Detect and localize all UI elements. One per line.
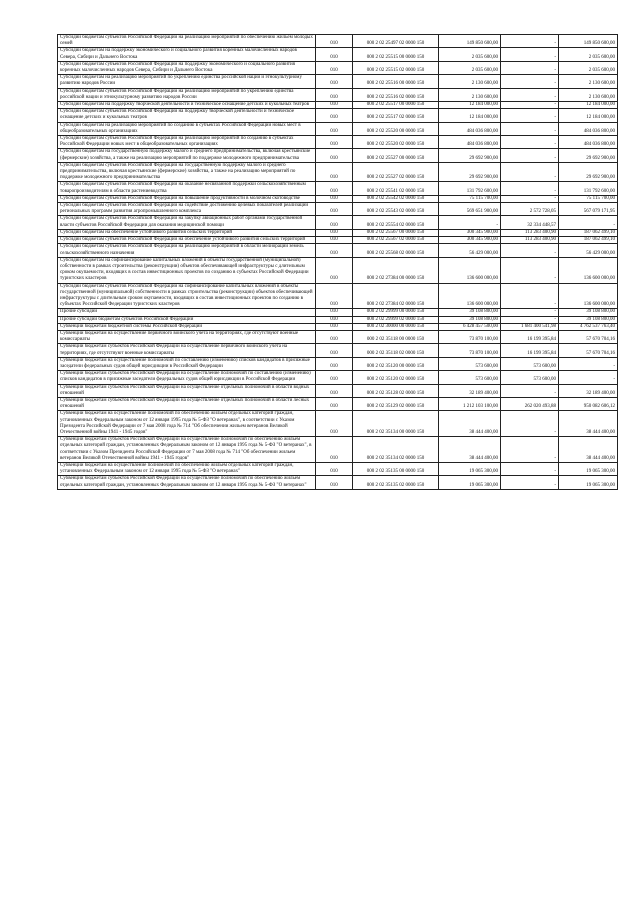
row-plan-value: 2 035 600,00 (439, 48, 501, 61)
row-executed-value: - (501, 316, 559, 323)
row-executed-value: 16 199 395,84 (501, 344, 559, 357)
table-row (58, 149, 618, 162)
row-name: Субвенции бюджетам субъектов Российской Федерации на осуществление полномочий по обеспечению жильем отдельных категорий граждан, установленных Федеральным законом от 12 января 1995 года № 5-ФЗ "О ветеранах", в соответствии с Указом Президента Российской Федерации от 7 мая 2008 года № 714 "Об обеспечении жильем ветеранов Великой Отечественной войны 1941 - 1945 годов" (58, 437, 316, 463)
row-code: 010 (316, 216, 353, 229)
row-kbk: 000 2 02 25527 02 0000 150 (353, 162, 439, 182)
row-kbk: 000 2 02 35134 00 0000 150 (353, 411, 439, 437)
row-plan-value: 136 600 000,00 (439, 257, 501, 283)
row-remaining-value: 484 036 800,00 (559, 136, 618, 149)
row-code: 010 (316, 61, 353, 74)
row-code: 010 (316, 229, 353, 236)
row-executed-value: 113 283 400,90 (501, 229, 559, 236)
row-executed-value: 573 600,00 (501, 357, 559, 370)
row-code: 010 (316, 237, 353, 244)
row-plan-value: 32 189 400,00 (439, 384, 501, 397)
table-row (58, 371, 618, 384)
table-row (58, 323, 618, 330)
row-name: Субвенции бюджетам на осуществление полномочий по составлению (изменению) списков кандидатов в присяжные заседатели федеральных судов общей юрисдикции в Российской Федерации (58, 357, 316, 370)
row-code: 010 (316, 411, 353, 437)
row-name: Субсидии бюджетам субъектов Российской Федерации на реализацию мероприятий по укреплению единства российской нации и этнокультурному развитию народов России (58, 88, 316, 101)
row-kbk: 000 2 02 35128 02 0000 150 (353, 384, 439, 397)
row-kbk: 000 2 02 27384 00 0000 150 (353, 257, 439, 283)
row-executed-value: 1 681 400 541,98 (501, 323, 559, 330)
table-row (58, 476, 618, 489)
table-row (58, 330, 618, 343)
row-code: 010 (316, 102, 353, 109)
row-kbk: 000 2 02 29999 02 0000 150 (353, 316, 439, 323)
row-plan-value: 29 692 900,00 (439, 149, 501, 162)
row-code: 010 (316, 330, 353, 343)
row-name: Субсидии бюджетам на реализацию мероприятий по укреплению единства российской нации и этнокультурному развитию народов России (58, 75, 316, 88)
table-row (58, 309, 618, 316)
row-executed-value: - (501, 149, 559, 162)
row-kbk: 000 2 02 35135 02 0000 150 (353, 476, 439, 489)
row-remaining-value: 57 670 704,16 (559, 344, 618, 357)
row-remaining-value: 29 692 900,00 (559, 162, 618, 182)
row-plan-value: 19 065 300,00 (439, 463, 501, 476)
row-executed-value: - (501, 61, 559, 74)
table-row (58, 122, 618, 135)
row-kbk: 000 2 02 35118 00 0000 150 (353, 330, 439, 343)
row-kbk: 000 2 02 25516 02 0000 150 (353, 88, 439, 101)
row-name: Субвенции бюджетам субъектов Российской Федерации на осуществление первичного воинского учета на территориях, где отсутствуют военные комиссариаты (58, 344, 316, 357)
row-name: Субсидии бюджетам субъектов Российской Федерации на реализацию мероприятий по созданию в субъектах Российской Федерации новых мест в общеобразовательных организациях (58, 136, 316, 149)
row-code: 010 (316, 316, 353, 323)
table-row (58, 195, 618, 202)
row-executed-value: 113 283 400,90 (501, 237, 559, 244)
row-executed-value: - (501, 384, 559, 397)
table-row (58, 61, 618, 74)
row-code: 010 (316, 309, 353, 316)
row-code: 010 (316, 109, 353, 122)
table-row (58, 397, 618, 410)
table-row (58, 203, 618, 216)
row-name: Субсидии бюджетам субъектов Российской Федерации на содействие достижению целевых показателей реализации региональных программ развития агропромышленного комплекса (58, 203, 316, 216)
table-row (58, 75, 618, 88)
row-remaining-value: 136 600 000,00 (559, 257, 618, 283)
row-remaining-value: 187 062 499,10 (559, 229, 618, 236)
row-name: Субсидии бюджетам субъектов Российской Федерации на закупку авиационных работ органами государственной власти субъектов Российской Федерации для оказания медицинской помощи (58, 216, 316, 229)
row-name: Субсидии бюджетам субъектов Российской Федерации на поддержку творческой деятельности и техническое оснащение детских и кукольных театров (58, 109, 316, 122)
row-plan-value: 300 345 900,00 (439, 237, 501, 244)
row-kbk: 000 2 02 25541 02 0000 150 (353, 182, 439, 195)
row-code: 010 (316, 463, 353, 476)
row-name: Субвенции бюджетам бюджетной системы Российской Федерации (58, 323, 316, 330)
row-code: 010 (316, 195, 353, 202)
row-executed-value: 573 600,00 (501, 371, 559, 384)
row-plan-value: 136 600 000,00 (439, 283, 501, 309)
row-name: Субсидии бюджетам на реализацию мероприятий по созданию в субъектах Российской Федерации новых мест в общеобразовательных организациях (58, 122, 316, 135)
row-name: Субсидии бюджетам на обеспечение устойчивого развития сельских территорий (58, 229, 316, 236)
row-remaining-value: 38 444 400,00 (559, 411, 618, 437)
row-code: 010 (316, 371, 353, 384)
row-kbk: 000 2 02 35118 02 0000 150 (353, 344, 439, 357)
row-executed-value: - (501, 88, 559, 101)
row-code: 010 (316, 48, 353, 61)
row-remaining-value: 2 035 600,00 (559, 61, 618, 74)
row-plan-value: 19 065 300,00 (439, 476, 501, 489)
table-row (58, 35, 618, 48)
row-executed-value: - (501, 102, 559, 109)
table-row (58, 162, 618, 182)
row-name: Субсидии бюджетам субъектов Российской Федерации на реализацию мероприятий в области мелиорации земель сельскохозяйственного назначения (58, 244, 316, 257)
row-remaining-value: 75 115 700,00 (559, 195, 618, 202)
row-plan-value: 484 036 800,00 (439, 136, 501, 149)
row-remaining-value: 12 184 000,00 (559, 102, 618, 109)
table-row (58, 136, 618, 149)
row-name: Прочие субсидии (58, 309, 316, 316)
table-row (58, 411, 618, 437)
table-row (58, 244, 618, 257)
row-kbk: 000 2 02 25520 02 0000 150 (353, 136, 439, 149)
row-plan-value: 2 130 600,00 (439, 75, 501, 88)
row-plan-value: 2 035 600,00 (439, 61, 501, 74)
row-code: 010 (316, 437, 353, 463)
row-code: 010 (316, 283, 353, 309)
table-row (58, 437, 618, 463)
row-remaining-value: 29 692 900,00 (559, 149, 618, 162)
row-remaining-value: - (559, 371, 618, 384)
row-executed-value: - (501, 411, 559, 437)
table-row (58, 283, 618, 309)
row-plan-value: 38 444 400,00 (439, 411, 501, 437)
row-remaining-value: 2 130 600,00 (559, 88, 618, 101)
row-remaining-value: 484 036 800,00 (559, 122, 618, 135)
row-code: 010 (316, 122, 353, 135)
row-kbk: 000 2 02 35120 00 0000 150 (353, 357, 439, 370)
row-kbk: 000 2 02 30000 00 0000 150 (353, 323, 439, 330)
row-name: Субвенции бюджетам субъектов Российской Федерации на осуществление отдельных полномочий в области водных отношений (58, 384, 316, 397)
row-kbk: 000 2 02 25517 00 0000 150 (353, 102, 439, 109)
row-kbk: 000 2 02 29999 00 0000 150 (353, 309, 439, 316)
row-executed-value: - (501, 48, 559, 61)
row-executed-value: - (501, 75, 559, 88)
budget-execution-table (57, 34, 618, 490)
row-name: Субвенции бюджетам субъектов Российской Федерации на осуществление полномочий по обеспечению жильем отдельных категорий граждан, установленных Федеральным законом от 12 января 1995 года № 5-ФЗ "О ветеранах" (58, 476, 316, 489)
row-executed-value: - (501, 162, 559, 182)
row-code: 010 (316, 75, 353, 88)
row-name: Субсидии бюджетам субъектов Российской Федерации на государственную поддержку малого и среднего предпринимательства, включая крестьянские (фермерские) хозяйства, а также на реализацию мероприятий по поддержке молодежного предпринимательства (58, 162, 316, 182)
row-remaining-value: 2 035 600,00 (559, 48, 618, 61)
row-executed-value: - (501, 283, 559, 309)
row-executed-value: - (501, 437, 559, 463)
row-code: 010 (316, 162, 353, 182)
row-plan-value: 73 870 100,00 (439, 330, 501, 343)
row-code: 010 (316, 257, 353, 283)
row-code: 010 (316, 88, 353, 101)
row-plan-value: - (439, 216, 501, 229)
row-code: 010 (316, 149, 353, 162)
row-kbk: 000 2 02 25516 00 0000 150 (353, 75, 439, 88)
row-executed-value: - (501, 182, 559, 195)
table-row (58, 316, 618, 323)
row-name: Субвенции бюджетам субъектов Российской Федерации на осуществление отдельных полномочий в области лесных отношений (58, 397, 316, 410)
row-remaining-value: 32 189 400,00 (559, 384, 618, 397)
row-name: Субвенции бюджетам субъектов Российской Федерации на осуществление полномочий по составлению (изменению) списков кандидатов в присяжные заседатели федеральных судов общей юрисдикции в Российской Федерации (58, 371, 316, 384)
row-name: Субсидии бюджетам на поддержку творческой деятельности и техническое оснащение детских и кукольных театров (58, 102, 316, 109)
row-plan-value: 39 108 800,00 (439, 316, 501, 323)
table-row (58, 88, 618, 101)
row-remaining-value: 4 762 537 763,40 (559, 323, 618, 330)
row-plan-value: 12 184 000,00 (439, 109, 501, 122)
row-name: Субсидии бюджетам субъектов Российской Федерации на обеспечение устойчивого развития сельских территорий (58, 237, 316, 244)
row-executed-value: - (501, 309, 559, 316)
row-remaining-value: 19 065 300,00 (559, 476, 618, 489)
row-kbk: 000 2 02 25567 02 0000 150 (353, 237, 439, 244)
row-name: Субсидии бюджетам субъектов Российской Федерации на софинансирование капитальных вложений в объекты государственной (муниципальной) собственности в рамках строительства (реконструкции) объектов обеспечивающей инфраструктуры с длительным сроком окупаемости, входящих в состав инвестиционных проектов по созданию в субъектах Российской Федерации туристских кластеров (58, 283, 316, 309)
row-code: 010 (316, 397, 353, 410)
row-remaining-value: 136 600 000,00 (559, 283, 618, 309)
row-name: Субсидии бюджетам субъектов Российской Федерации на реализацию мероприятий по обеспечению жильем молодых семей (58, 35, 316, 48)
row-kbk: 000 2 02 25543 02 0000 150 (353, 203, 439, 216)
row-plan-value: 573 600,00 (439, 357, 501, 370)
row-kbk: 000 2 02 25542 02 0000 150 (353, 195, 439, 202)
row-remaining-value: 39 108 800,00 (559, 316, 618, 323)
row-executed-value: - (501, 195, 559, 202)
row-plan-value: 56 429 000,00 (439, 244, 501, 257)
row-name: Субвенции бюджетам на осуществление полномочий по обеспечению жильем отдельных категорий граждан, установленных Федеральным законом от 12 января 1995 года № 5-ФЗ "О ветеранах", в соответствии с Указом Президента Российской Федерации от 7 мая 2008 года № 714 "Об обеспечении жильем ветеранов Великой Отечественной войны 1941 - 1945 годов" (58, 411, 316, 437)
table-row (58, 384, 618, 397)
row-plan-value: 569 651 900,00 (439, 203, 501, 216)
row-code: 010 (316, 476, 353, 489)
table-row (58, 237, 618, 244)
row-code: 010 (316, 344, 353, 357)
row-code: 010 (316, 136, 353, 149)
row-kbk: 000 2 02 25568 02 0000 150 (353, 244, 439, 257)
row-plan-value: 38 444 400,00 (439, 437, 501, 463)
row-name: Субсидии бюджетам на софинансирование капитальных вложений в объекты государственной (муниципальной) собственности в рамках строительства (реконструкции) объектов обеспечивающей инфраструктуры с длительным сроком окупаемости, входящих в состав инвестиционных проектов по созданию в субъектах Российской Федерации туристских кластеров (58, 257, 316, 283)
row-plan-value: 73 870 100,00 (439, 344, 501, 357)
row-code: 010 (316, 357, 353, 370)
table-row (58, 109, 618, 122)
row-remaining-value: 131 792 600,00 (559, 182, 618, 195)
row-remaining-value: 149 850 600,00 (559, 35, 618, 48)
row-remaining-value: - (559, 357, 618, 370)
row-plan-value: 484 036 800,00 (439, 122, 501, 135)
row-code: 010 (316, 35, 353, 48)
row-name: Субвенции бюджетам на осуществление первичного воинского учета на территориях, где отсутствуют военные комиссариаты (58, 330, 316, 343)
row-name: Субсидии бюджетам субъектов Российской Федерации на оказание несвязанной поддержки сельскохозяйственным товаропроизводителям в области растениеводства (58, 182, 316, 195)
row-kbk: 000 2 02 35135 00 0000 150 (353, 463, 439, 476)
row-remaining-value: 56 429 000,00 (559, 244, 618, 257)
table-body (58, 35, 618, 490)
row-plan-value: 1 212 103 100,00 (439, 397, 501, 410)
row-remaining-value: 19 065 300,00 (559, 463, 618, 476)
row-remaining-value: - (559, 216, 618, 229)
row-plan-value: 131 792 600,00 (439, 182, 501, 195)
row-name: Субсидии бюджетам субъектов Российской Федерации на поддержку экономического и социального развития коренных малочисленных народов Севера, Сибири и Дальнего Востока (58, 61, 316, 74)
row-executed-value: - (501, 122, 559, 135)
row-executed-value: - (501, 476, 559, 489)
row-kbk: 000 2 02 25527 00 0000 150 (353, 149, 439, 162)
row-name: Субсидии бюджетам субъектов Российской Федерации на повышение продуктивности в молочном скотоводстве (58, 195, 316, 202)
table-row (58, 463, 618, 476)
row-plan-value: 149 850 600,00 (439, 35, 501, 48)
row-plan-value: 6 428 457 500,00 (439, 323, 501, 330)
row-code: 010 (316, 203, 353, 216)
row-plan-value: 12 184 000,00 (439, 102, 501, 109)
row-plan-value: 39 108 800,00 (439, 309, 501, 316)
table-row (58, 357, 618, 370)
row-remaining-value: 567 079 171,95 (559, 203, 618, 216)
row-kbk: 000 2 02 25517 02 0000 150 (353, 109, 439, 122)
row-code: 010 (316, 323, 353, 330)
row-executed-value: 32 334 448,57 (501, 216, 559, 229)
row-name: Прочие субсидии бюджетам субъектов Российской Федерации (58, 316, 316, 323)
row-remaining-value: 12 184 000,00 (559, 109, 618, 122)
row-remaining-value: 2 130 600,00 (559, 75, 618, 88)
row-executed-value: - (501, 257, 559, 283)
row-kbk: 000 2 02 25567 00 0000 150 (353, 229, 439, 236)
row-remaining-value: 57 670 704,16 (559, 330, 618, 343)
row-remaining-value: 187 062 499,10 (559, 237, 618, 244)
row-remaining-value: 38 444 400,00 (559, 437, 618, 463)
row-remaining-value: 950 082 606,12 (559, 397, 618, 410)
row-kbk: 000 2 02 25515 02 0000 150 (353, 61, 439, 74)
row-plan-value: 2 130 600,00 (439, 88, 501, 101)
row-plan-value: 29 692 900,00 (439, 162, 501, 182)
row-executed-value: - (501, 35, 559, 48)
table-row (58, 229, 618, 236)
row-executed-value: - (501, 136, 559, 149)
table-row (58, 257, 618, 283)
row-kbk: 000 2 02 25515 00 0000 150 (353, 48, 439, 61)
row-plan-value: 300 345 900,00 (439, 229, 501, 236)
table-row (58, 344, 618, 357)
table-row (58, 182, 618, 195)
row-executed-value: 262 020 493,88 (501, 397, 559, 410)
row-plan-value: 573 600,00 (439, 371, 501, 384)
table-row (58, 216, 618, 229)
row-executed-value: - (501, 463, 559, 476)
table-row (58, 102, 618, 109)
row-code: 010 (316, 182, 353, 195)
row-kbk: 000 2 02 35120 02 0000 150 (353, 371, 439, 384)
row-executed-value: 16 199 395,84 (501, 330, 559, 343)
row-kbk: 000 2 02 35134 02 0000 150 (353, 437, 439, 463)
row-kbk: 000 2 02 27384 02 0000 150 (353, 283, 439, 309)
table-row (58, 48, 618, 61)
row-kbk: 000 2 02 35129 02 0000 150 (353, 397, 439, 410)
row-remaining-value: 39 108 800,00 (559, 309, 618, 316)
row-code: 010 (316, 384, 353, 397)
row-plan-value: 75 115 700,00 (439, 195, 501, 202)
row-name: Субсидии бюджетам на поддержку экономического и социального развития коренных малочисленных народов Севера, Сибири и Дальнего Востока (58, 48, 316, 61)
row-kbk: 000 2 02 25497 02 0000 150 (353, 35, 439, 48)
row-name: Субсидии бюджетам на государственную поддержку малого и среднего предпринимательства, включая крестьянские (фермерские) хозяйства, а также на реализацию мероприятий по поддержке молодежного предпринимательства (58, 149, 316, 162)
row-code: 010 (316, 244, 353, 257)
row-kbk: 000 2 02 25554 02 0000 150 (353, 216, 439, 229)
row-name: Субвенции бюджетам на осуществление полномочий по обеспечению жильем отдельных категорий граждан, установленных Федеральным законом от 12 января 1995 года № 5-ФЗ "О ветеранах" (58, 463, 316, 476)
row-executed-value: - (501, 109, 559, 122)
row-executed-value: - (501, 244, 559, 257)
row-kbk: 000 2 02 25520 00 0000 150 (353, 122, 439, 135)
row-executed-value: 2 572 728,05 (501, 203, 559, 216)
